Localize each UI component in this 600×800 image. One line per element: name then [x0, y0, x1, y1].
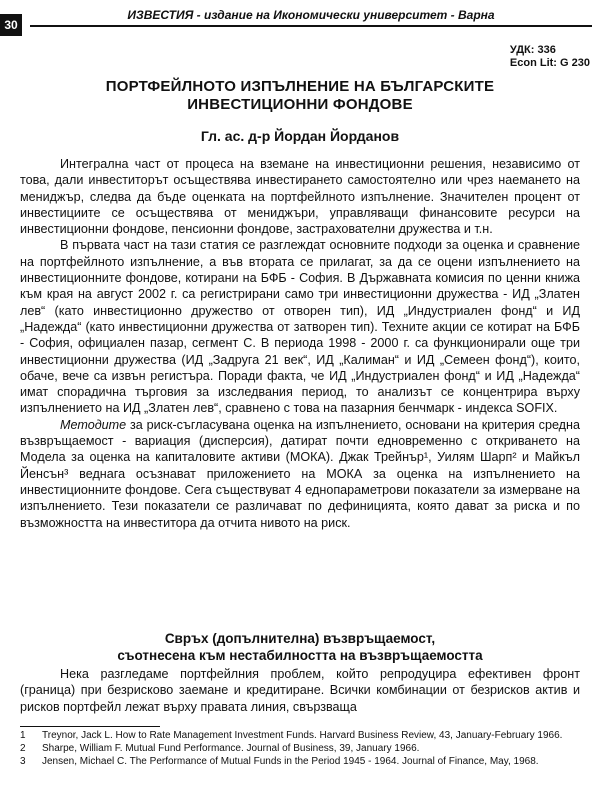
- page-number: 30: [0, 14, 22, 36]
- running-header: ИЗВЕСТИЯ - издание на Икономически университет - Варна: [30, 8, 592, 27]
- classification-codes: [510, 44, 590, 70]
- footnote: [20, 730, 588, 742]
- paragraph-3-rest: за риск-съгласувана оценка на изпълнението, основани на критерия средна възвръщаемост - вариация (дисперсия), датират почти едновременно с откриването на Модела за оценка на капиталовите активи (МОКА). Джак Трейнър¹, Уилям Шарп² и Майкъл Йенсън³ веднага осъзнават приложението на МОКА за оценка на изпълнението на инвестиционните фондове. Сега съществуват 4 еднопараметрови показатели за измерване на изпълнението. Тези показатели се различават по дефиницията, която дават за риска и по възможността на инвеститора да отчита нивото на риск.: [20, 417, 580, 530]
- section-title-line-2: съотнесена към нестабилността на възвръщаемостта: [117, 648, 483, 663]
- article-title: [60, 78, 540, 114]
- footnote-text: Jensen, Michael C. The Performance of Mutual Funds in the Period 1945 - 1964. Journal of Finance, May, 1968.: [42, 756, 539, 767]
- title-line-2: ИНВЕСТИЦИОННИ ФОНДОВЕ: [187, 96, 413, 113]
- article-body: [20, 156, 580, 531]
- footnotes: [20, 730, 588, 769]
- paragraph-2: В първата част на тази статия се разглеждат основните подходи за оценка и сравнение на портфейлното изпълнение, а във втората се прилагат, за да се оцени изпълнението на инвестиционните фондове, котирани на БФБ - София. В Държавната комисия по ценни книжа към края на август 2002 г. са регистрирани само три инвестиционни дружества - ИД „Златен лев“ (като инвестиционно дружество от отворен тип), ИД „Индустриален фонд“ и ИД „Надежда“ (като инвестиционни дружества от затворен тип). Техните акции се котират на БФБ - София, официален пазар, сегмент С. В периода 1998 - 2000 г. са функционирали още три инвестиционни дружества (ИД „Задруга 21 век“, ИД „Калиман“ и ИД „Семеен фонд“), които, обаче, вече са извън регистъра. Поради факта, че ИД „Индустриален фонд“ и ИД „Надежда“ имат спорадична търговия за изследвания период, то анализът се концентрира върху изпълнението на ИД „Златен лев“, сравнено с това на пазарния бенчмарк - индекса SOFIX.: [20, 238, 580, 416]
- paragraph-3: [20, 417, 580, 531]
- section-body: [20, 666, 580, 715]
- section-title: [20, 630, 580, 664]
- econ-lit-code: Econ Lit: G 230: [509, 57, 590, 69]
- footnote: [20, 743, 588, 755]
- footnote-text: Sharpe, William F. Mutual Fund Performance. Journal of Business, 39, January 1966.: [42, 743, 420, 754]
- title-line-1: ПОРТФЕЙЛНОТО ИЗПЪЛНЕНИЕ НА БЪЛГАРСКИТЕ: [105, 78, 495, 95]
- udk-code: УДК: 336: [509, 44, 556, 56]
- footnote-divider: [20, 726, 160, 727]
- paragraph-3-italic: Методите: [60, 417, 127, 432]
- section-title-line-1: Свръх (допълнителна) възвръщаемост,: [164, 631, 436, 646]
- footnote-text: Treynor, Jack L. How to Rate Management Investment Funds. Harvard Business Review, 43, January-February 1966.: [42, 730, 563, 741]
- footnote-number: 2: [20, 743, 26, 754]
- footnote: [20, 756, 588, 768]
- footnote-number: 1: [20, 730, 26, 741]
- footnote-number: 3: [20, 756, 26, 767]
- article-author: Гл. ас. д-р Йордан Йорданов: [200, 128, 400, 144]
- paragraph-4: Нека разгледаме портфейлния проблем, който репродуцира ефективен фронт (граница) при безрисково заемане и кредитиране. Всички комбинации от безрисков актив и рисков портфейл лежат върху правата линия, свързваща: [20, 667, 580, 714]
- paragraph-1: Интегрална част от процеса на вземане на инвестиционни решения, независимо от това, дали инвеститорът осъществява инвестирането самостоятелно или чрез наемането на мениджър, следва да бъде оценката на портфейлното изпълнение. Значителен процент от инвестициите се осъществява от мениджъри, управляващи финансовите ресурси на инвестиционни фондове, пенсионни фондове, застрахователни дружества и т.н.: [20, 157, 580, 237]
